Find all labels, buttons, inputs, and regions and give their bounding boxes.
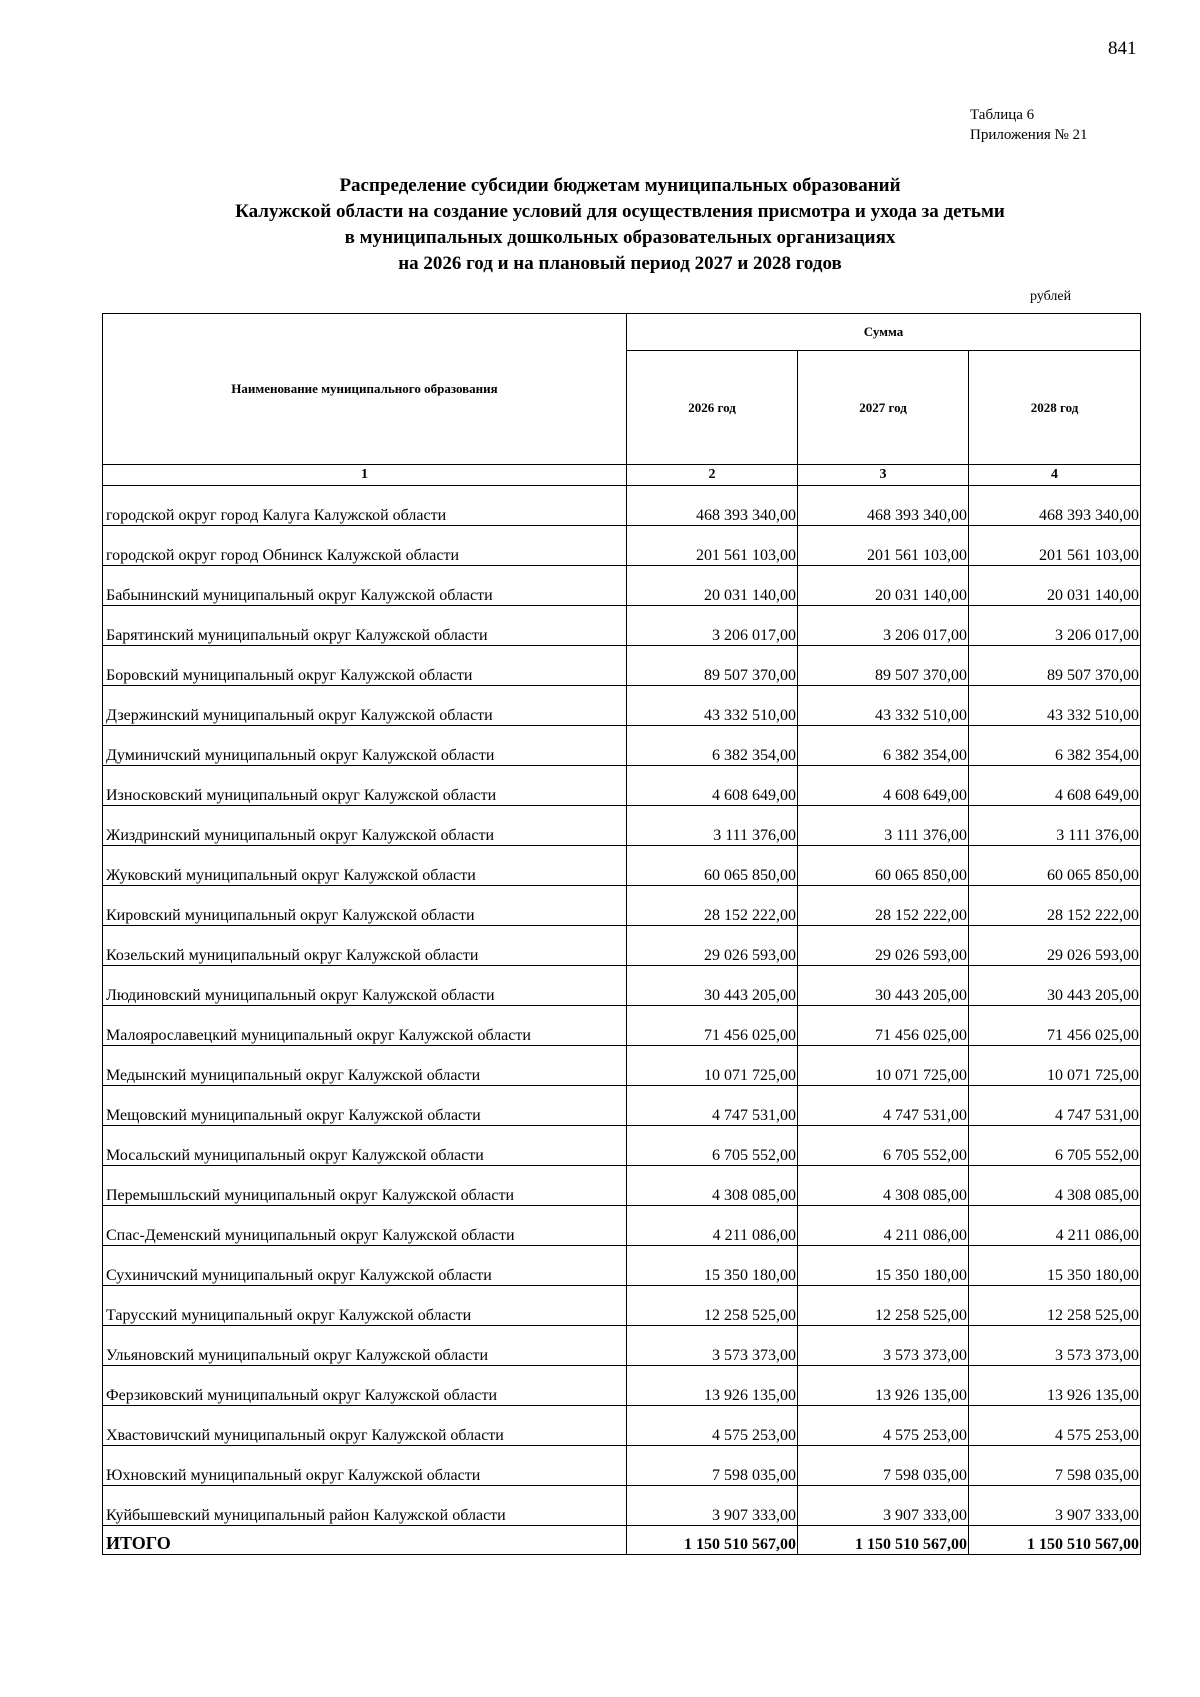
amount-2027: 13 926 135,00 [798,1366,969,1406]
amount-2027: 4 211 086,00 [798,1206,969,1246]
municipality-name: Малоярославецкий муниципальный округ Калужской области [103,1006,627,1046]
amount-2026: 4 608 649,00 [627,766,798,806]
amount-2027: 20 031 140,00 [798,566,969,606]
municipality-name: Износковский муниципальный округ Калужской области [103,766,627,806]
table-row [103,1446,1141,1486]
amount-2027: 4 575 253,00 [798,1406,969,1446]
amount-2026: 71 456 025,00 [627,1006,798,1046]
amount-2026: 12 258 525,00 [627,1286,798,1326]
amount-2027: 3 206 017,00 [798,606,969,646]
table-row [103,726,1141,766]
municipality-name: Ферзиковский муниципальный округ Калужской области [103,1366,627,1406]
amount-2028: 15 350 180,00 [969,1246,1141,1286]
amount-2026: 3 111 376,00 [627,806,798,846]
table-body [103,486,1141,1526]
municipality-name: Сухиничский муниципальный округ Калужской области [103,1246,627,1286]
amount-2027: 7 598 035,00 [798,1446,969,1486]
amount-2027: 60 065 850,00 [798,846,969,886]
total-label: ИТОГО [103,1526,627,1555]
appendix-number: Приложения № 21 [970,127,1088,143]
amount-2028: 3 206 017,00 [969,606,1141,646]
amount-2028: 60 065 850,00 [969,846,1141,886]
subsidy-table [102,313,1141,1555]
amount-2028: 71 456 025,00 [969,1006,1141,1046]
header-year-2027: 2027 год [798,351,969,465]
amount-2027: 3 111 376,00 [798,806,969,846]
amount-2028: 3 573 373,00 [969,1326,1141,1366]
amount-2026: 4 211 086,00 [627,1206,798,1246]
municipality-name: Куйбышевский муниципальный район Калужской области [103,1486,627,1526]
municipality-name: городской округ город Калуга Калужской области [103,486,627,526]
amount-2027: 71 456 025,00 [798,1006,969,1046]
table-row [103,526,1141,566]
municipality-name: Тарусский муниципальный округ Калужской области [103,1286,627,1326]
amount-2027: 4 308 085,00 [798,1166,969,1206]
amount-2028: 30 443 205,00 [969,966,1141,1006]
column-number: 3 [798,465,969,486]
amount-2026: 6 705 552,00 [627,1126,798,1166]
table-row [103,1366,1141,1406]
table-row [103,566,1141,606]
table-row [103,486,1141,526]
amount-2027: 30 443 205,00 [798,966,969,1006]
amount-2027: 6 382 354,00 [798,726,969,766]
municipality-name: Перемышльский муниципальный округ Калужской области [103,1166,627,1206]
municipality-name: Думиничский муниципальный округ Калужской области [103,726,627,766]
amount-2026: 3 907 333,00 [627,1486,798,1526]
amount-2028: 6 382 354,00 [969,726,1141,766]
total-row [103,1526,1141,1555]
table-row [103,1006,1141,1046]
municipality-name: Дзержинский муниципальный округ Калужской области [103,686,627,726]
amount-2026: 60 065 850,00 [627,846,798,886]
table-row [103,1086,1141,1126]
table-row [103,1046,1141,1086]
table-row [103,1326,1141,1366]
amount-2028: 10 071 725,00 [969,1046,1141,1086]
table-row [103,1206,1141,1246]
amount-2028: 89 507 370,00 [969,646,1141,686]
table-row [103,646,1141,686]
amount-2027: 15 350 180,00 [798,1246,969,1286]
total-2028: 1 150 510 567,00 [969,1526,1141,1555]
amount-2028: 20 031 140,00 [969,566,1141,606]
amount-2027: 12 258 525,00 [798,1286,969,1326]
total-2027: 1 150 510 567,00 [798,1526,969,1555]
municipality-name: Юхновский муниципальный округ Калужской области [103,1446,627,1486]
amount-2027: 10 071 725,00 [798,1046,969,1086]
table-row [103,926,1141,966]
municipality-name: Людиновский муниципальный округ Калужской области [103,966,627,1006]
amount-2027: 28 152 222,00 [798,886,969,926]
title-line-2: Калужской области на создание условий для осуществления присмотра и ухода за детьми [235,201,1005,222]
amount-2026: 29 026 593,00 [627,926,798,966]
amount-2027: 3 907 333,00 [798,1486,969,1526]
table-row [103,886,1141,926]
amount-2028: 4 575 253,00 [969,1406,1141,1446]
amount-2026: 13 926 135,00 [627,1366,798,1406]
amount-2027: 89 507 370,00 [798,646,969,686]
amount-2026: 4 308 085,00 [627,1166,798,1206]
amount-2027: 6 705 552,00 [798,1126,969,1166]
amount-2028: 6 705 552,00 [969,1126,1141,1166]
municipality-name: Барятинский муниципальный округ Калужской области [103,606,627,646]
municipality-name: Мосальский муниципальный округ Калужской области [103,1126,627,1166]
amount-2027: 29 026 593,00 [798,926,969,966]
table-number: Таблица 6 [970,107,1035,123]
municipality-name: Спас-Деменский муниципальный округ Калужской области [103,1206,627,1246]
title-line-1: Распределение субсидии бюджетам муниципальных образований [339,175,901,196]
amount-2026: 89 507 370,00 [627,646,798,686]
total-2026: 1 150 510 567,00 [627,1526,798,1555]
amount-2028: 201 561 103,00 [969,526,1141,566]
document-title [100,173,1140,277]
amount-2026: 4 575 253,00 [627,1406,798,1446]
units-label: рублей [1030,289,1072,304]
amount-2027: 468 393 340,00 [798,486,969,526]
table-row [103,966,1141,1006]
municipality-name: Хвастовичский муниципальный округ Калужской области [103,1406,627,1446]
table-row [103,1166,1141,1206]
municipality-name: городской округ город Обнинск Калужской области [103,526,627,566]
amount-2026: 3 206 017,00 [627,606,798,646]
title-line-4: на 2026 год и на плановый период 2027 и 2028 годов [398,253,842,274]
municipality-name: Жуковский муниципальный округ Калужской области [103,846,627,886]
column-number: 2 [627,465,798,486]
amount-2028: 3 111 376,00 [969,806,1141,846]
municipality-name: Кировский муниципальный округ Калужской области [103,886,627,926]
amount-2026: 43 332 510,00 [627,686,798,726]
amount-2028: 4 747 531,00 [969,1086,1141,1126]
amount-2028: 29 026 593,00 [969,926,1141,966]
amount-2027: 3 573 373,00 [798,1326,969,1366]
amount-2026: 20 031 140,00 [627,566,798,606]
amount-2026: 3 573 373,00 [627,1326,798,1366]
municipality-name: Ульяновский муниципальный округ Калужской области [103,1326,627,1366]
column-number: 1 [103,465,627,486]
amount-2026: 10 071 725,00 [627,1046,798,1086]
table-row [103,686,1141,726]
municipality-name: Боровский муниципальный округ Калужской области [103,646,627,686]
amount-2028: 468 393 340,00 [969,486,1141,526]
municipality-name: Жиздринский муниципальный округ Калужской области [103,806,627,846]
amount-2027: 43 332 510,00 [798,686,969,726]
amount-2028: 3 907 333,00 [969,1486,1141,1526]
table-row [103,1486,1141,1526]
amount-2026: 468 393 340,00 [627,486,798,526]
header-sum: Сумма [627,314,1141,351]
amount-2026: 30 443 205,00 [627,966,798,1006]
amount-2028: 43 332 510,00 [969,686,1141,726]
column-numbers-row [103,465,1141,486]
amount-2026: 4 747 531,00 [627,1086,798,1126]
amount-2026: 28 152 222,00 [627,886,798,926]
header-municipality-name: Наименование муниципального образования [103,314,627,465]
column-number: 4 [969,465,1141,486]
amount-2027: 4 608 649,00 [798,766,969,806]
table-row [103,1126,1141,1166]
amount-2028: 4 308 085,00 [969,1166,1141,1206]
amount-2026: 15 350 180,00 [627,1246,798,1286]
table-row [103,1246,1141,1286]
amount-2028: 12 258 525,00 [969,1286,1141,1326]
page-number: 841 [1108,38,1137,59]
municipality-name: Медынский муниципальный округ Калужской области [103,1046,627,1086]
amount-2028: 13 926 135,00 [969,1366,1141,1406]
amount-2028: 4 608 649,00 [969,766,1141,806]
table-row [103,766,1141,806]
amount-2026: 201 561 103,00 [627,526,798,566]
amount-2028: 4 211 086,00 [969,1206,1141,1246]
table-row [103,606,1141,646]
municipality-name: Мещовский муниципальный округ Калужской области [103,1086,627,1126]
amount-2027: 4 747 531,00 [798,1086,969,1126]
amount-2028: 28 152 222,00 [969,886,1141,926]
appendix-reference [970,105,1088,145]
table-row [103,1406,1141,1446]
amount-2028: 7 598 035,00 [969,1446,1141,1486]
table-row [103,806,1141,846]
header-year-2026: 2026 год [627,351,798,465]
municipality-name: Бабынинский муниципальный округ Калужской области [103,566,627,606]
title-line-3: в муниципальных дошкольных образовательных организациях [344,227,896,248]
table-row [103,1286,1141,1326]
amount-2027: 201 561 103,00 [798,526,969,566]
amount-2026: 6 382 354,00 [627,726,798,766]
amount-2026: 7 598 035,00 [627,1446,798,1486]
header-year-2028: 2028 год [969,351,1141,465]
table-row [103,846,1141,886]
municipality-name: Козельский муниципальный округ Калужской области [103,926,627,966]
